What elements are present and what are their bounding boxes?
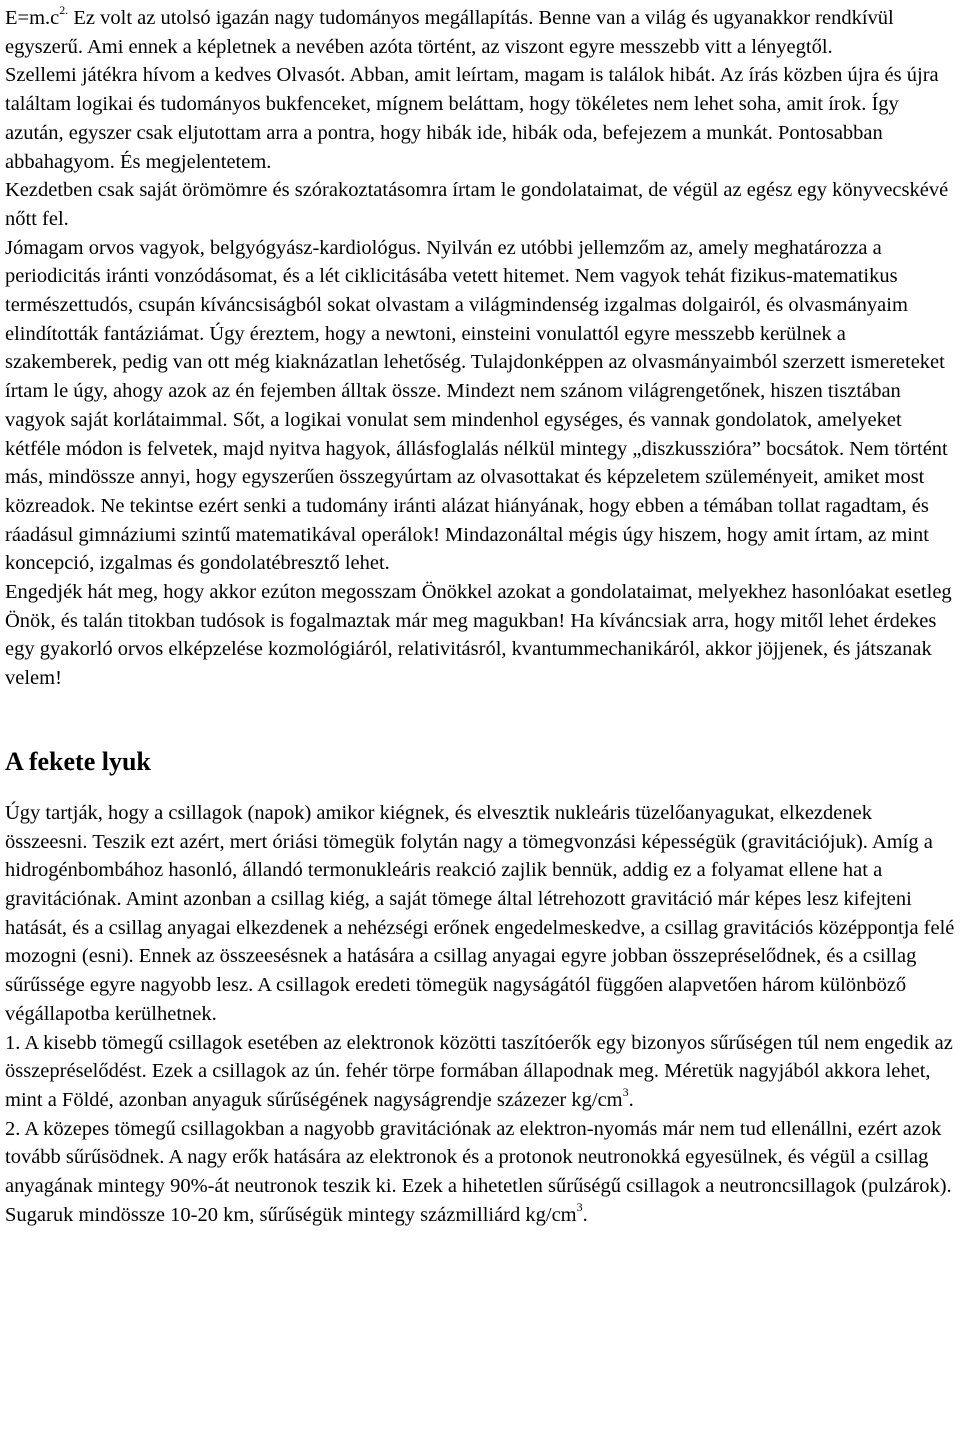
list-item-2-end: . [582, 1203, 588, 1226]
list-item-2 [5, 1115, 957, 1230]
unit-exponent: 3 [622, 1085, 629, 1100]
section-paragraph-intro: Úgy tartják, hogy a csillagok (napok) amikor kiégnek, és elvesztik nukleáris tüzelőanyagukat, elkezdenek összeesni. Teszik ezt azért, mert óriási tömegük folytán nagy a tömegvonzási képességük (gravitációjuk). Amíg a hidrogénbombához hasonló, állandó termonukleáris reakció zajlik bennük, addig ez a folyamat ellene hat a gravitációnak. Amint azonban a csillag kiég, a saját tömege által létrehozott gravitáció már képes lesz kifejteni hatását, és a csillag anyagai elkezdenek a nehézségi erőnek engedelmeskedve, a csillag gravitációs középpontja felé mozogni (esni). Ennek az összeesésnek a hatására a csillag anyagai egyre jobban összepréselődnek, és a csillag sűrűssége egyre nagyobb lesz. A csillagok eredeti tömegük nagyságától függően alapvetően három különböző végállapotba kerülhetnek. [5, 801, 955, 1025]
intro-paragraph-origin: Kezdetben csak saját örömömre és szórakoztatásomra írtam le gondolataimat, de végül az egész egy könyvecskévé nőtt fel. [5, 179, 949, 230]
intro-paragraph-author: Jómagam orvos vagyok, belgyógyász-kardiológus. Nyilván ez utóbbi jellemzőm az, amely meghatározza a periodicitás iránti vonzódásomat, és a lét ciklicitásába vetett hitemet. Nem vagyok tehát fizikus-matematikus természettudós, csupán kíváncsiságból sokat olvastam a világmindenség izgalmas dolgairól, és olvasmányaim elindították fantáziámat. Úgy éreztem, hogy a newtoni, einsteini vonulattól egyre messzebb kerülnek a szakemberek, pedig van ott még kiaknázatlan lehetőség. Tulajdonképpen az olvasmányaimból szerzett ismereteket írtam le úgy, ahogy azok az én fejemben álltak össze. Mindezt nem szánom világrengetőnek, hiszen tisztában vagyok saját korlátaimmal. Sőt, a logikai vonulat sem mindenhol egységes, és vannak gondolatok, amelyeket kétféle módon is felvetek, majd nyitva hagyok, állásfoglalás nélkül mintegy „diszkusszióra” bocsátok. Nem történt más, mindössze annyi, hogy egyszerűen összegyúrtam az olvasottakat és képzeletem szüleményeit, amiket most közreadok. Ne tekintse ezért senki a tudomány iránti alázat hiányának, hogy ebben a témában tollat ragadtam, és ráadásul gimnáziumi szintű matematikával operálok! Mindazonáltal mégis úgy hiszem, hogy amit írtam, az mint koncepció, izgalmas és gondolatébresztő lehet. [5, 236, 948, 575]
intro-paragraph-invitation: Szellemi játékra hívom a kedves Olvasót. Abban, amit leírtam, magam is találok hibát. Az írás közben újra és újra találtam logikai és tudományos bukfenceket, mígnem beláttam, hogy tökéletes nem lehet soha, amit írok. Így azután, egyszer csak eljutottam arra a pontra, hogy hibák ide, hibák oda, befejezem a munkát. Pontosabban abbahagyom. És megjelentetem. [5, 64, 939, 173]
document-page [5, 4, 957, 1229]
list-item-1 [5, 1029, 957, 1115]
intro-paragraph-formula [5, 4, 957, 61]
section-heading: A fekete lyuk [5, 746, 151, 776]
formula-text: Ez volt az utolsó igazán nagy tudományos megállapítás. Benne van a világ és ugyanakkor rendkívül egyszerű. Ami ennek a képletnek a nevében azóta történt, az viszont egyre messzebb vitt a lényegtől. [5, 7, 894, 58]
unit-exponent: 3 [576, 1199, 583, 1214]
list-item-2-text: 2. A közepes tömegű csillagokban a nagyobb gravitációnak az elektron-nyomás már nem tud ellenállni, ezért azok tovább sűrűsödnek. A nagy erők hatására az elektronok és a protonok neutronokká egyesülnek, és végül a csillag anyagának mintegy 90%-át neutronok teszik ki. Ezek a hihetetlen sűrűségű csillagok a neutroncsillagok (pulzárok). Sugaruk mindössze 10-20 km, sűrűségük mintegy százmilliárd kg/cm [5, 1117, 952, 1226]
formula-exponent: 2. [59, 3, 69, 18]
list-item-1-text: 1. A kisebb tömegű csillagok esetében az elektronok közötti taszítóerők egy bizonyos sűrűségen túl nem engedik az összepréselődést. Ezek a csillagok az ún. fehér törpe formában állapodnak meg. Méretük nagyjából akkora lehet, mint a Földé, azonban anyaguk sűrűségének nagyságrendje százezer kg/cm [5, 1031, 953, 1111]
list-item-1-end: . [628, 1088, 634, 1111]
formula-prefix: E=m.c [5, 7, 60, 29]
intro-paragraph-closing: Engedjék hát meg, hogy akkor ezúton megosszam Önökkel azokat a gondolataimat, melyekhez hasonlóakat esetleg Önök, és talán titokban tudósok is fogalmaztak már meg magukban! Ha kíváncsiak arra, hogy mitől lehet érdekes egy gyakorló orvos elképzelése kozmológiáról, relativitásról, kvantummechanikáról, akkor jöjjenek, és játszanak velem! [5, 581, 952, 690]
